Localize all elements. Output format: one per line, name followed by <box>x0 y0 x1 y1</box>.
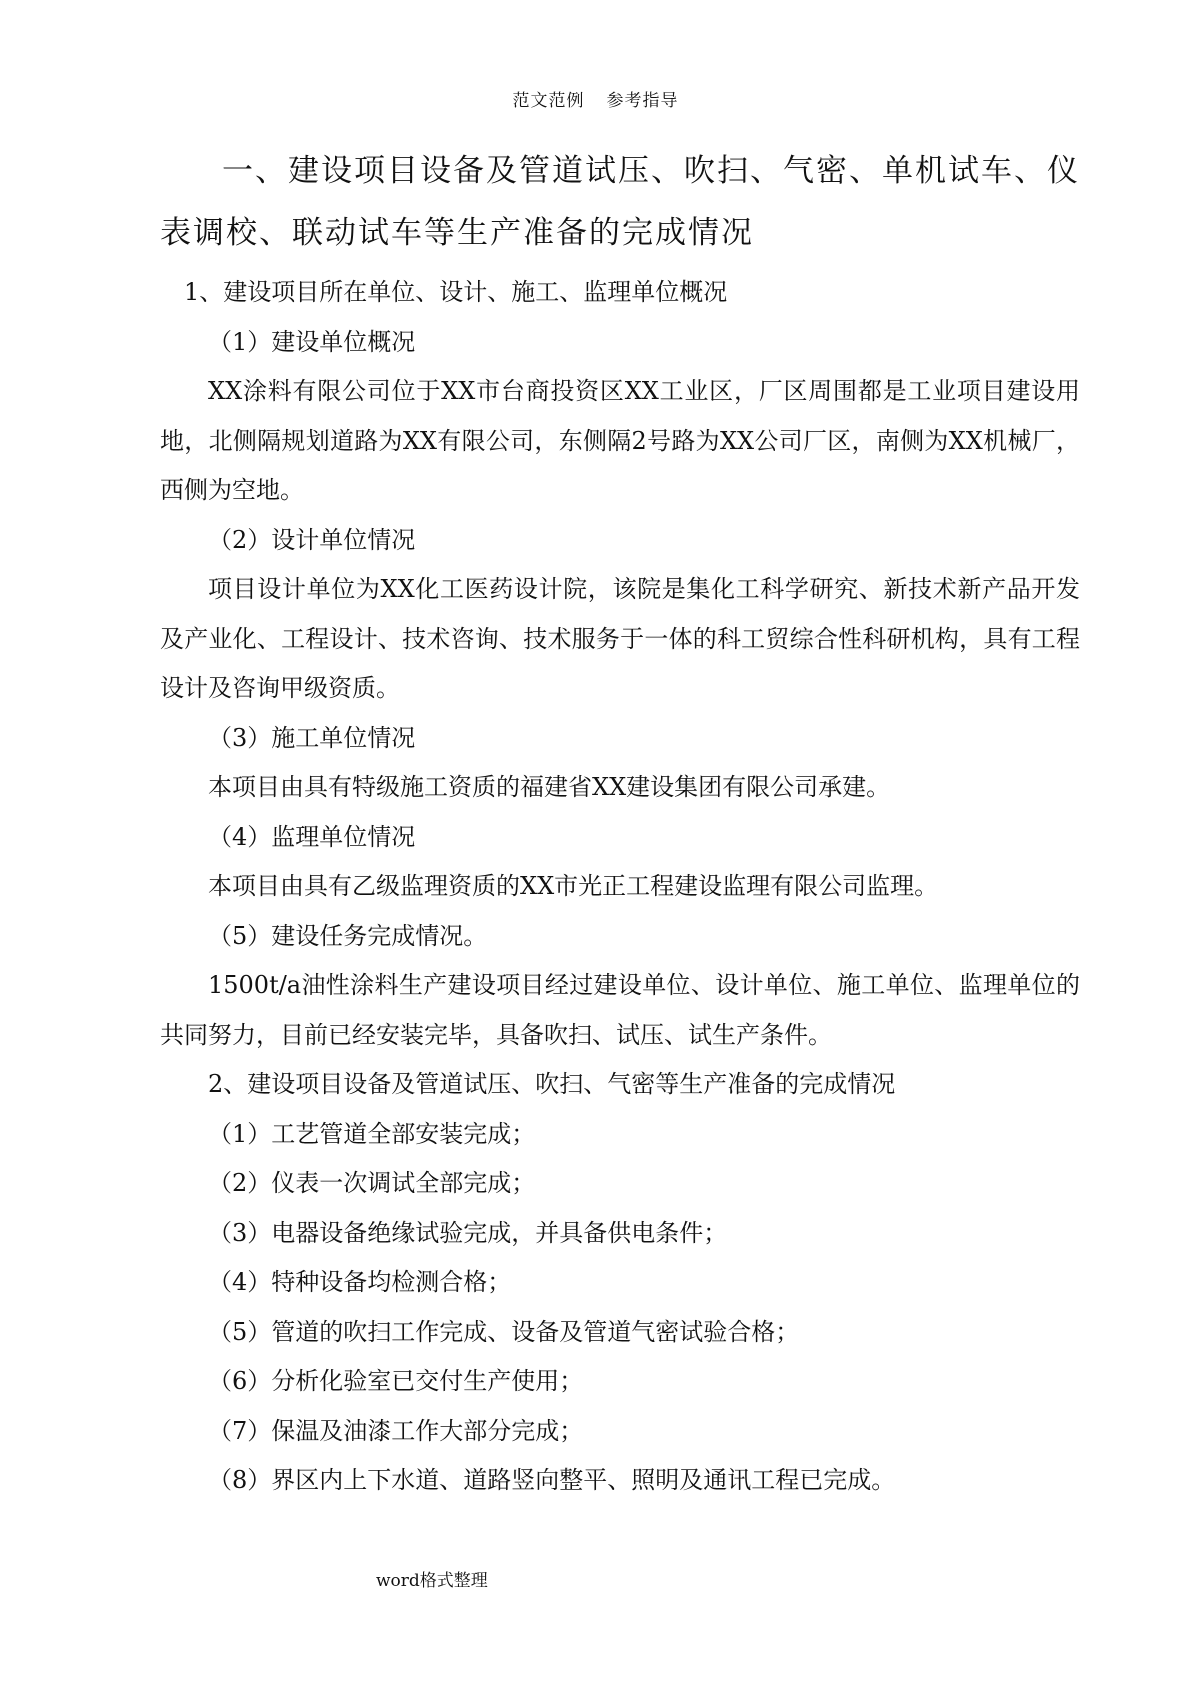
paragraph: （2）仪表一次调试全部完成； <box>208 1169 536 1197</box>
paragraph: （6）分析化验室已交付生产使用； <box>208 1367 584 1395</box>
paragraph: XX涂料有限公司位于XX市台商投资区XX工业区，厂区周围都是工业项目建设用地，北侧隔规划道路为XX有限公司，东侧隔2号路为XX公司厂区，南侧为XX机械厂，西侧为空地。 <box>160 377 1080 504</box>
page-header <box>0 86 1191 111</box>
paragraph: （2）设计单位情况 <box>208 525 416 554</box>
document-body <box>160 140 1080 1506</box>
paragraph: 2、建设项目设备及管道试压、吹扫、气密等生产准备的完成情况 <box>208 1070 896 1098</box>
section-title: 一、建设项目设备及管道试压、吹扫、气密、单机试车、仪表调校、联动试车等生产准备的完成情况 <box>160 153 1080 251</box>
paragraph: 本项目由具有乙级监理资质的XX市光正工程建设监理有限公司监理。 <box>208 872 939 900</box>
paragraph-list <box>160 268 1080 1506</box>
page-footer: word格式整理 <box>376 1571 488 1591</box>
paragraph: （7）保温及油漆工作大部分完成； <box>208 1416 584 1445</box>
paragraph: （1）工艺管道全部安装完成； <box>208 1119 536 1148</box>
paragraph: （5）建设任务完成情况。 <box>208 921 488 950</box>
paragraph: （3）电器设备绝缘试验完成，并具备供电条件； <box>208 1218 728 1247</box>
paragraph: 1、建设项目所在单位、设计、施工、监理单位概况 <box>184 278 728 306</box>
paragraph: 项目设计单位为XX化工医药设计院，该院是集化工科学研究、新技术新产品开发及产业化、工程设计、技术咨询、技术服务于一体的科工贸综合性科研机构，具有工程设计及咨询甲级资质。 <box>160 575 1080 702</box>
paragraph: （8）界区内上下水道、道路竖向整平、照明及通讯工程已完成。 <box>208 1466 896 1494</box>
header-right-text: 参考指导 <box>606 91 679 111</box>
paragraph: （3）施工单位情况 <box>208 723 416 752</box>
paragraph: 本项目由具有特级施工资质的福建省XX建设集团有限公司承建。 <box>208 773 891 801</box>
paragraph: （5）管道的吹扫工作完成、设备及管道气密试验合格； <box>208 1317 800 1346</box>
header-left-text: 范文范例 <box>512 91 585 111</box>
paragraph: 1500t/a油性涂料生产建设项目经过建设单位、设计单位、施工单位、监理单位的共同努力，目前已经安装完毕，具备吹扫、试压、试生产条件。 <box>160 971 1080 1049</box>
paragraph: （4）特种设备均检测合格； <box>208 1268 512 1296</box>
paragraph: （4）监理单位情况 <box>208 822 416 851</box>
paragraph: （1）建设单位概况 <box>208 327 416 356</box>
